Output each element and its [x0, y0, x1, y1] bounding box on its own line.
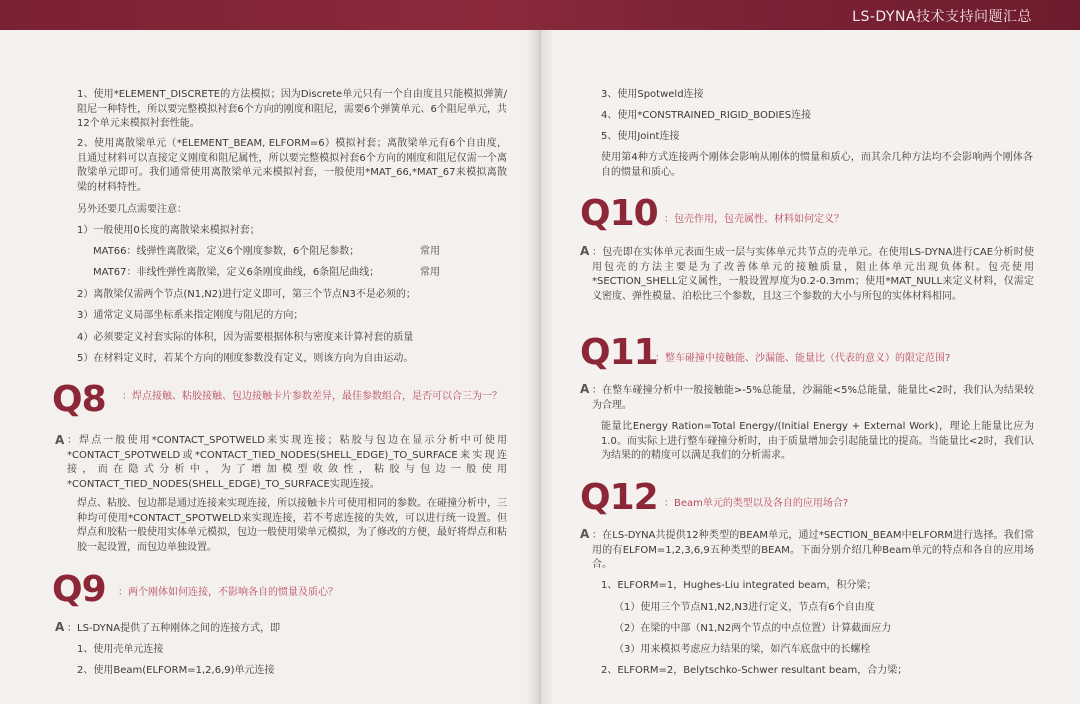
list-5: 5、使用Joint连接: [601, 131, 680, 142]
q11-answer-2: 能量比Energy Ration=Total Energy/(Initial Energy + External Work)，理论上能量比应为1.0。而实际上进行整车碰撞分析时，由于质量增加会引起能量比的提高。当能量比<2时，我们认为结果的的精度可以满足我们的分析需求。: [601, 421, 1034, 461]
note-2: 2）离散梁仅需两个节点(N1,N2)进行定义即可，第三个节点N3不是必须的；: [77, 289, 416, 300]
q8-answer-1: ：焊点一般使用*CONTACT_SPOTWELD来实现连接；粘胶与包边在显示分析中可使用*CONTACT_SPOTWELD或*CONTACT_TIED_NODES(SHELL_EDGE)_TO_SURFACE来实现连接，而在隐式分析中，为了增加模型收敛性，粘胶与包边一般使用*CONTACT_TIED_NODES(SHELL_EDGE)_TO_SURFACE实现连接。: [67, 435, 507, 490]
q10-answer: ：包壳即在实体单元表面生成一层与实体单元共节点的壳单元。在使用LS-DYNA进行CAE分析时使用包壳的方法主要是为了改善体单元的接触质量，阻止体单元出现负体积。包壳使用*SECTION_SHELL定义属性，一般设置厚度为0.2-0.3mm；使用*MAT_NULL来定义材料，仅需定义密度、弹性模量、泊松比三个参数，且这三个参数的大小与所包的实体材料相同。: [592, 247, 1034, 302]
q8-answer-label: A: [55, 433, 65, 447]
q12-heading: [580, 477, 658, 518]
q9-answer-label: A: [55, 620, 65, 634]
mat66-line: MAT66：线弹性离散梁，定义6个刚度参数，6个阻尼参数；: [93, 246, 360, 257]
header-title: LS-DYNA技术支持问题汇总: [852, 9, 1032, 25]
note-5: 5）在材料定义时，若某个方向的刚度参数没有定义，则该方向为自由运动。: [77, 353, 414, 364]
q12-question: ：Beam单元的类型以及各自的应用场合?: [664, 498, 849, 509]
q10-answer-label: A: [580, 244, 590, 258]
q9-list-2: 2、使用Beam(ELFORM=1,2,6,9)单元连接: [77, 665, 275, 676]
q8-mark: Q8: [52, 379, 106, 420]
elform-2: 2、ELFORM=2，Belytschko-Schwer resultant beam，合力梁；: [601, 665, 908, 676]
header-bar: [0, 0, 1080, 30]
note-1: 1）一般使用0长度的离散梁来模拟衬套；: [77, 225, 260, 236]
rigid-summary: 使用第4种方式连接两个刚体会影响从刚体的惯量和质心，而其余几种方法均不会影响两个刚体各自的惯量和质心。: [601, 152, 1033, 178]
elform-1: 1、ELFORM=1，Hughes-Liu integrated beam，积分梁；: [601, 580, 877, 591]
q10-heading: [580, 193, 658, 234]
mat67-tag: 常用: [420, 267, 440, 278]
q8-heading: [52, 379, 106, 420]
q9-mark: Q9: [52, 569, 106, 610]
q10-question: ：包壳作用，包壳属性、材料如何定义？: [664, 214, 844, 225]
book-spine: [526, 0, 554, 704]
q11-answer-label: A: [580, 382, 590, 396]
q12-answer-label: A: [580, 527, 590, 541]
q9-answer: ：LS-DYNA提供了五种刚体之间的连接方式，即: [67, 623, 281, 634]
left-item-1: 1、使用*ELEMENT_DISCRETE的方法模拟；因为Discrete单元只有一个自由度且只能模拟弹簧/阻尼一种特性，所以要完整模拟衬套6个方向的刚度和阻尼，需要6个弹簧单元、6个阻尼单元，共12个单元来模拟衬套性能。: [77, 89, 507, 129]
q11-question: ：整车碰撞中接触能、沙漏能、能量比（代表的意义）的限定范围?: [655, 353, 951, 364]
list-3: 3、使用Spotweld连接: [601, 89, 704, 100]
list-4: 4、使用*CONSTRAINED_RIGID_BODIES连接: [601, 110, 812, 121]
q10-mark: Q10: [580, 193, 658, 234]
q11-heading: [580, 332, 658, 373]
mat66-tag: 常用: [420, 246, 440, 257]
q8-answer-2: 焊点、粘胶、包边都是通过连接来实现连接，所以接触卡片可使用相同的参数。在碰撞分析中，三种均可使用*CONTACT_SPOTWELD来实现连接，若不考虑连接的失效，可以进行统一设置。但焊点和胶粘一般使用实体单元模拟，包边一般使用梁单元模拟，为了修改的方便，最好将焊点和粘胶一起设置，而包边单独设置。: [77, 498, 507, 553]
q11-answer-1: ：在整车碰撞分析中一般接触能>-5%总能量，沙漏能<5%总能量，能量比<2时，我们认为结果较为合理。: [592, 385, 1034, 411]
q9-list-1: 1、使用壳单元连接: [77, 644, 164, 655]
q9-heading: [52, 569, 106, 610]
q8-question: ：焊点接触、粘胶接触、包边接触卡片参数差异，最佳参数组合，是否可以合三为一？: [122, 391, 502, 402]
elform-1a: （1）使用三个节点N1,N2,N3进行定义，节点有6个自由度: [614, 602, 875, 613]
note-3: 3）通常定义局部坐标系来指定刚度与阻尼的方向；: [77, 310, 304, 321]
notes-title: 另外还要几点需要注意：: [77, 204, 187, 215]
q12-answer: ：在LS-DYNA共提供12种类型的BEAM单元，通过*SECTION_BEAM中ELFORM进行选择。我们常用的有ELFOM=1,2,3,6,9五种类型的BEAM。下面分别介绍几种Beam单元的特点和各自的应用场合。: [592, 530, 1034, 570]
q9-question: ：两个刚体如何连接，不影响各自的惯量及质心？: [118, 587, 338, 598]
left-item-2: 2、使用离散梁单元（*ELEMENT_BEAM, ELFORM=6）模拟衬套；离散梁单元有6个自由度，且通过材料可以直接定义刚度和阻尼属性，所以要完整模拟衬套6个方向的刚度和阻尼仅需一个离散梁单元即可。我们通常使用离散梁单元来模拟衬套，一般使用*MAT_66,*MAT_67来模拟离散梁的材料特性。: [77, 138, 507, 193]
note-4: 4）必须要定义衬套实际的体积，因为需要根据体积与密度来计算衬套的质量: [77, 332, 414, 343]
mat67-line: MAT67：非线性弹性离散梁，定义6条刚度曲线，6条阻尼曲线；: [93, 267, 380, 278]
elform-1b: （2）在梁的中部（N1,N2两个节点的中点位置）计算截面应力: [614, 623, 892, 634]
q12-mark: Q12: [580, 477, 658, 518]
q11-mark: Q11: [580, 332, 658, 373]
elform-1c: （3）用来模拟考虑应力结果的梁，如汽车底盘中的长螺栓: [614, 644, 871, 655]
